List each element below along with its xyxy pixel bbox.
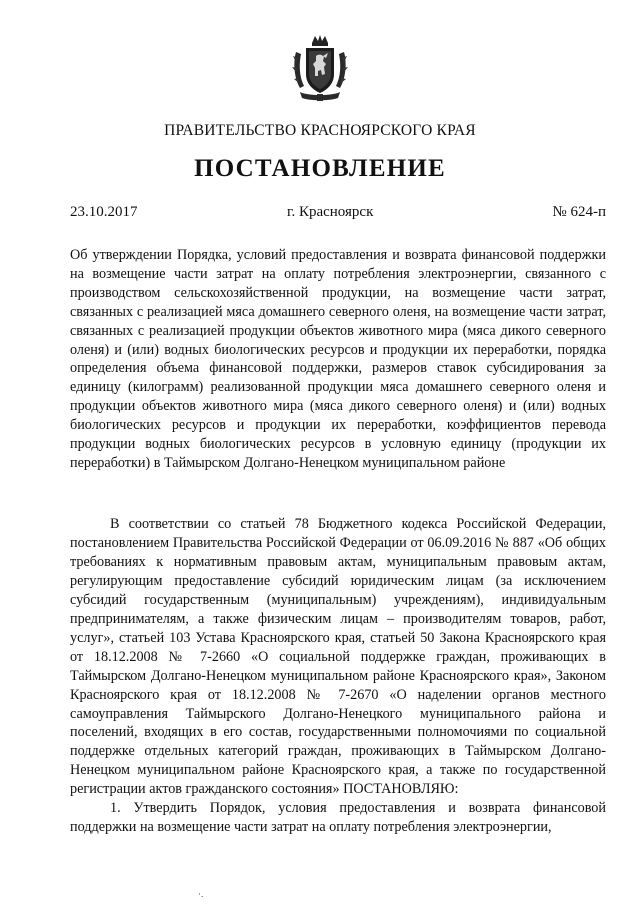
coat-of-arms-graphic [290, 34, 350, 102]
document-type: ПОСТАНОВЛЕНИЕ [194, 155, 446, 182]
body-paragraph: В соответствии со статьей 78 Бюджетного кодекса Российской Федерации, постановлением Правительства Российской Федерации от 06.09.2016 № 887 «Об общих требованиях к нормативным правовым актам, муниципальным правовым актам, регулирующим предоставление субсидий юридическим лицам (за исключением субсидий государственным (муниципальным) учреждениям), индивидуальным предпринимателям, а также физическим лицам – производителям товаров, работ, услуг», статьей 103 Устава Красноярского края, статьей 50 Закона Красноярского края от 18.12.2008 № 7-2660 «О социальной поддержке граждан, проживающих в Таймырском Долгано-Ненецком муниципальном районе Красноярского края», Законом Красноярского края от 18.12.2008 № 7-2670 «О наделении органов местного самоуправления Таймырского Долгано-Ненецкого муниципального района и поселений, входящих в его состав, государственными полномочиями по социальной поддержке отдельных категорий граждан, проживающих в Таймырском Долгано-Ненецком муниципальном районе Красноярского края, а также по государственной регистрации актов гражданского состояния» ПОСТАНОВЛЯЮ: [70, 516, 606, 798]
document-date: 23.10.2017 [70, 204, 138, 220]
body-paragraph: 1. Утвердить Порядок, условия предоставления и возврата финансовой поддержки на возмещение части затрат на оплату потребления электроэнергии, [70, 800, 606, 836]
document-meta [70, 204, 606, 224]
coat-of-arms-icon [290, 34, 350, 102]
document-title: Об утверждении Порядка, условий предоставления и возврата финансовой поддержки на возмещение части затрат на оплату потребления электроэнергии, связанного с производством сельскохозяйственной продукции, на возмещение части затрат, связанных с реализацией мяса домашнего северного оленя, на возмещение части затрат, связанных с реализацией продукции объектов животного мира (мяса дикого северного оленя) и (или) водных биологических ресурсов и продукции их переработки, порядка определения объема финансовой поддержки, размеров ставок субсидирования за единицу (килограмм) реализованной продукции мяса домашнего северного оленя и продукции объектов животного мира (мяса дикого северного оленя) и (или) водных биологических ресурсов и продукции их переработки, коэффициентов перевода продукции водных биологических ресурсов в условную единицу (продукции их переработки) в Таймырском Долгано-Ненецком муниципальном районе [70, 247, 606, 471]
scan-speck: ·. [198, 889, 204, 899]
document-body [70, 515, 606, 837]
organization-name: ПРАВИТЕЛЬСТВО КРАСНОЯРСКОГО КРАЯ [164, 122, 476, 139]
document-number: № 624-п [552, 204, 606, 220]
document-city: г. Красноярск [287, 204, 374, 220]
